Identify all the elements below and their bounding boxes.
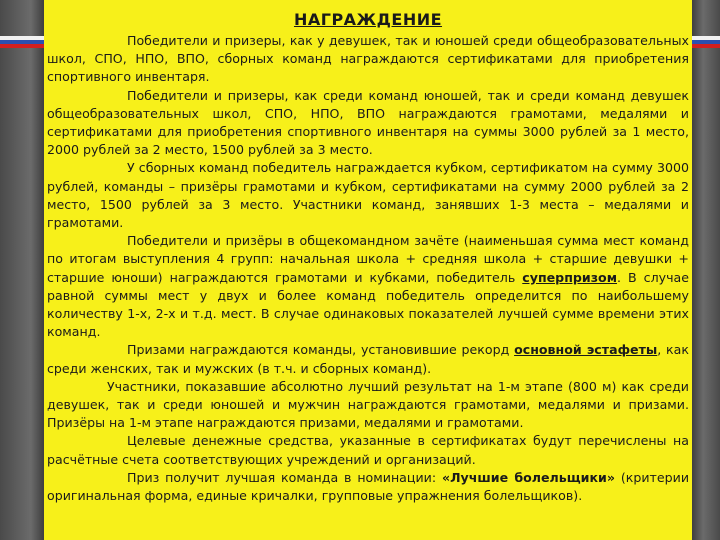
main-relay-term: основной эстафеты bbox=[514, 342, 658, 358]
left-frame bbox=[0, 0, 44, 540]
paragraph-best-fans bbox=[47, 469, 689, 505]
paragraph-overall-standings bbox=[47, 232, 689, 341]
best-fans-nomination: «Лучшие болельщики» bbox=[441, 469, 616, 485]
slide-content bbox=[44, 0, 692, 540]
paragraph-relay-record bbox=[47, 341, 689, 377]
paragraph-certificates: Победители и призеры, как у девушек, так и юношей среди общеобразовательных школ, СПО, НПО, ВПО, сборных команд награждаются сертификатами для приобретения спортивного инвентаря. bbox=[47, 33, 689, 85]
paragraph-team-awards: Победители и призеры, как среди команд юношей, так и среди команд девушек общеобразовательных школ, СПО, НПО, ВПО награждаются грамотами, медалями и сертификатами для приобретения спортивного инвентаря на суммы 3000 рублей за 1 место, 2000 рублей за 2 место, 1500 рублей за 3 место. bbox=[47, 87, 689, 158]
fans-text-end: (критерии оригинальная форма, единые кричалки, групповые упражнения болельщиков). bbox=[47, 469, 690, 504]
slide-title: НАГРАЖДЕНИЕ bbox=[293, 10, 443, 29]
overall-text-start: Победители и призёры в общекомандном зачёте (наименьшая сумма мест команд по итогам выступления 4 групп: начальная школа + средняя школа + старшие девушки + старшие юноши) награждаются грамотами и кубками, победитель bbox=[47, 233, 689, 285]
relay-text-start: Призами награждаются команды, установившие рекорд bbox=[127, 342, 515, 358]
paragraph-first-stage: Участники, показавшие абсолютно лучший результат на 1-м этапе (800 м) как среди девушек, так и среди юношей и мужчин награждаются грамотами, медалями и призами. Призёры на 1-м этапе награждаются призами, медалями и грамотами. bbox=[47, 378, 689, 431]
superprize-term: суперпризом bbox=[522, 269, 618, 285]
relay-text-end: , как среди женских, так и мужских (в т.ч. и сборных команд). bbox=[47, 342, 689, 376]
paragraph-combined-teams: У сборных команд победитель награждается кубком, сертификатом на сумму 3000 рублей, команды – призёры грамотами и кубком, сертификатами на сумму 2000 рублей за 2 место, 1500 рублей за 3 место. Участники команд, занявших 1-3 места – медалями и грамотами. bbox=[47, 160, 689, 231]
overall-text-end: . В случае равной суммы мест у двух и более команд победитель определится по наибольшему количеству 1-х, 2-х и т.д. мест. В случае одинаковых показателей лучшей сумме времени этих команд. bbox=[47, 269, 689, 340]
fans-text-start: Приз получит лучшая команда в номинации: bbox=[127, 469, 442, 485]
right-frame bbox=[692, 0, 720, 540]
russian-flag-stripe-right bbox=[692, 36, 720, 48]
russian-flag-stripe-left bbox=[0, 36, 44, 48]
paragraph-funds: Целевые денежные средства, указанные в сертификатах будут перечислены на расчётные счета соответствующих учреждений и организаций. bbox=[47, 433, 689, 467]
